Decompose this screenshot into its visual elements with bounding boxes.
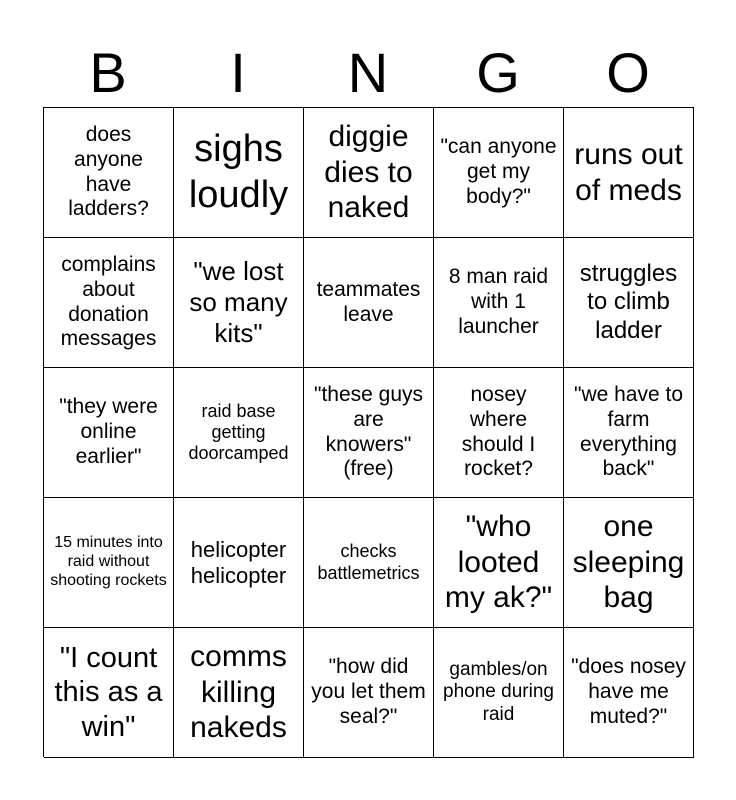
bingo-cell[interactable] xyxy=(434,238,564,368)
cell-text: 8 man raid with 1 launcher xyxy=(448,265,549,338)
bingo-cell[interactable] xyxy=(44,238,174,368)
cell-text: raid base getting doorcamped xyxy=(188,400,289,464)
bingo-cell[interactable] xyxy=(174,238,304,368)
bingo-cell[interactable] xyxy=(304,498,434,628)
cell-text: complains about donation messages xyxy=(60,252,157,351)
cell-text: 15 minutes into raid without shooting rockets xyxy=(50,534,167,589)
bingo-board xyxy=(43,107,694,757)
bingo-cell[interactable] xyxy=(564,498,694,628)
cell-text: "who looted my ak?" xyxy=(444,510,553,615)
bingo-cell[interactable] xyxy=(174,628,304,758)
cell-text: "I count this as a win" xyxy=(54,642,163,743)
cell-text: comms killing nakeds xyxy=(190,640,287,745)
cell-text: "can anyone get my body?" xyxy=(440,135,557,208)
cell-text: checks battlemetrics xyxy=(317,541,420,583)
cell-text: gambles/on phone during raid xyxy=(443,658,554,725)
bingo-cell[interactable] xyxy=(434,498,564,628)
bingo-cell[interactable] xyxy=(174,498,304,628)
cell-text: "we lost so many kits" xyxy=(189,256,288,348)
bingo-cell[interactable] xyxy=(304,368,434,498)
bingo-cell[interactable] xyxy=(44,108,174,238)
cell-text: struggles to climb ladder xyxy=(579,260,678,344)
bingo-header xyxy=(43,40,693,106)
bingo-cell[interactable] xyxy=(564,368,694,498)
cell-text: one sleeping bag xyxy=(572,510,685,615)
header-letter-i: I xyxy=(230,41,246,104)
header-letter-b: B xyxy=(89,41,127,104)
header-letter-n: N xyxy=(347,41,389,104)
bingo-cell[interactable] xyxy=(44,628,174,758)
bingo-cell[interactable] xyxy=(564,238,694,368)
bingo-cell[interactable] xyxy=(304,238,434,368)
bingo-cell[interactable] xyxy=(434,368,564,498)
cell-text: teammates leave xyxy=(316,277,421,326)
cell-text: "we have to farm everything back" xyxy=(573,382,684,481)
cell-text: diggie dies to naked xyxy=(324,120,413,225)
header-letter-g: G xyxy=(476,41,520,104)
bingo-cell[interactable] xyxy=(174,108,304,238)
bingo-cell[interactable] xyxy=(304,108,434,238)
cell-text: "does nosey have me muted?" xyxy=(571,655,686,728)
bingo-cell[interactable] xyxy=(174,368,304,498)
cell-text: helicopter helicopter xyxy=(190,536,287,588)
bingo-cell[interactable] xyxy=(434,628,564,758)
cell-text: does anyone have ladders? xyxy=(68,122,149,221)
cell-text: runs out of meds xyxy=(574,138,683,207)
cell-text: sighs loudly xyxy=(188,127,289,216)
cell-text: nosey where should I rocket? xyxy=(461,382,536,481)
cell-text: "these guys are knowers" (free) xyxy=(313,382,424,481)
bingo-cell[interactable] xyxy=(564,108,694,238)
cell-text: "they were online earlier" xyxy=(59,395,158,468)
bingo-cell[interactable] xyxy=(44,498,174,628)
bingo-cell[interactable] xyxy=(564,628,694,758)
header-letter-o: O xyxy=(606,41,650,104)
cell-text: "how did you let them seal?" xyxy=(311,655,426,728)
bingo-cell[interactable] xyxy=(434,108,564,238)
bingo-cell[interactable] xyxy=(44,368,174,498)
bingo-cell[interactable] xyxy=(304,628,434,758)
